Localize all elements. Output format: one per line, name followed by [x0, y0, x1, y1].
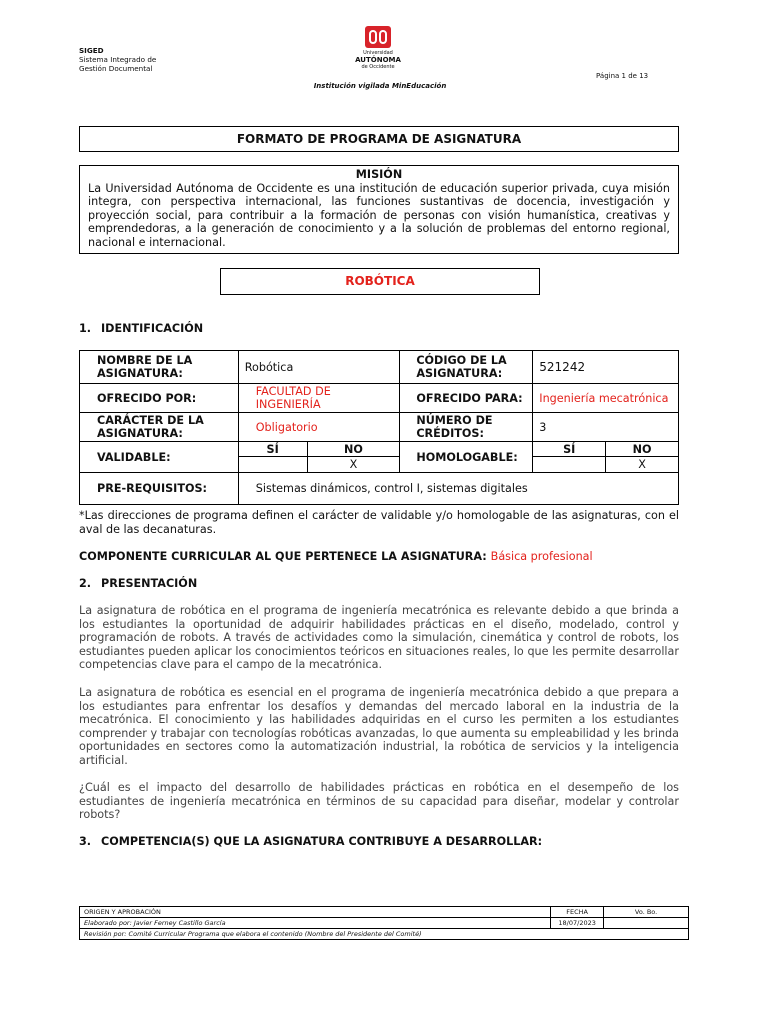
validable-label: VALIDABLE:	[80, 442, 239, 473]
componente-value: Básica profesional	[490, 550, 593, 563]
logo-text	[352, 50, 404, 70]
homologable-no-header: NO	[606, 442, 679, 457]
prereq-label: PRE-REQUISITOS:	[80, 473, 239, 505]
vobo-label: Vo. Bo.	[604, 907, 689, 918]
ofrecido-para-value: Ingeniería mecatrónica	[533, 384, 679, 413]
table-row	[80, 442, 679, 457]
revision-por: Revisión por: Comité Curricular Programa que elabora el contenido (Nombre del Presidente del Comité)	[80, 929, 689, 940]
section-2-heading	[79, 577, 197, 590]
mision-text: La Universidad Autónoma de Occidente es una institución de educación superior privada, cuya misión integra, con perspectiva internacional, las funciones sustantivas de docencia, investigación y proyección social, para contribuir a la formación de personas con visión humanística, creativas y emprendedoras, a la generación de conocimiento y a la solución de problemas del entorno regional, nacional e internacional.	[88, 181, 670, 249]
logo-small-top: Universidad	[363, 50, 393, 56]
vigilada-text: Institución vigilada MinEducación	[313, 82, 447, 90]
university-logo	[352, 26, 404, 76]
org-line1: Sistema Integrado de	[79, 55, 157, 64]
logo-big: AUTÓNOMA	[355, 56, 401, 64]
org-line2: Gestión Documental	[79, 64, 153, 73]
homologable-si-header: SÍ	[533, 442, 606, 457]
section-1-heading	[79, 322, 203, 335]
section-2-title: PRESENTACIÓN	[101, 577, 198, 590]
componente-label: COMPONENTE CURRICULAR AL QUE PERTENECE LA ASIGNATURA	[79, 550, 483, 563]
course-name: ROBÓTICA	[220, 268, 540, 295]
validable-no-cell: X	[307, 457, 400, 473]
identification-table	[79, 350, 679, 505]
org-short: SIGED	[79, 46, 104, 55]
section-3-number: 3.	[79, 835, 92, 848]
creditos-value: 3	[533, 413, 679, 442]
validable-si-cell	[238, 457, 307, 473]
document-title: FORMATO DE PROGRAMA DE ASIGNATURA	[79, 126, 679, 152]
homologable-no-cell: X	[606, 457, 679, 473]
section-2-number: 2.	[79, 577, 92, 590]
mision-box	[79, 165, 679, 254]
homologable-si-cell	[533, 457, 606, 473]
fecha-label: FECHA	[551, 907, 604, 918]
validable-si-header: SÍ	[238, 442, 307, 457]
vobo-value	[604, 918, 689, 929]
section-1-title: IDENTIFICACIÓN	[101, 322, 204, 335]
table-row	[80, 473, 679, 505]
ofrecido-para-label: OFRECIDO PARA:	[400, 384, 533, 413]
validable-note: *Las direcciones de programa definen el carácter de validable y/o homologable de las asignaturas, con el aval de las decanaturas.	[79, 509, 679, 536]
validable-no-header: NO	[307, 442, 400, 457]
logo-small-bottom: de Occidente	[361, 64, 395, 70]
codigo-label: CÓDIGO DE LA ASIGNATURA:	[400, 351, 533, 384]
homologable-label: HOMOLOGABLE:	[400, 442, 533, 473]
presentacion-question: ¿Cuál es el impacto del desarrollo de habilidades prácticas en robótica en el desempeño de los estudiantes de ingeniería mecatrónica en términos de su capacidad para diseñar, modelar y controlar robots?	[79, 781, 679, 821]
section-3-title: COMPETENCIA(S) QUE LA ASIGNATURA CONTRIBUYE A DESARROLLAR:	[101, 835, 543, 848]
section-1-number: 1.	[79, 322, 92, 335]
caracter-value: Obligatorio	[238, 413, 400, 442]
mision-title: MISIÓN	[355, 168, 403, 181]
elaborado-por: Elaborado por: Javier Ferney Castillo García	[80, 918, 551, 929]
nombre-label: NOMBRE DE LA ASIGNATURA:	[80, 351, 239, 384]
table-row	[80, 413, 679, 442]
fecha-value: 18/07/2023	[551, 918, 604, 929]
componente-curricular: COMPONENTE CURRICULAR AL QUE PERTENECE LA ASIGNATURA: Básica profesional	[79, 550, 593, 563]
table-row	[80, 384, 679, 413]
table-row	[80, 929, 689, 940]
presentacion-paragraph-1: La asignatura de robótica en el programa de ingeniería mecatrónica es relevante debido a que brinda a los estudiantes la oportunidad de adquirir habilidades prácticas en el diseño, modelado, control y programación de robots. A través de actividades como la simulación, cinemática y control de robots, los estudiantes pueden aplicar los conocimientos teóricos en situaciones reales, lo que les permite desarrollar competencias clave para el campo de la mecatrónica.	[79, 604, 679, 671]
nombre-value: Robótica	[238, 351, 400, 384]
ofrecido-por-value: FACULTAD DE INGENIERÍA	[238, 384, 400, 413]
ofrecido-por-label: OFRECIDO POR:	[80, 384, 239, 413]
caracter-label: CARÁCTER DE LA ASIGNATURA:	[80, 413, 239, 442]
logo-mark-icon	[365, 26, 391, 48]
approval-table	[79, 906, 689, 940]
page-number: Página 1 de 13	[596, 72, 649, 80]
table-row	[80, 907, 689, 918]
creditos-label: NÚMERO DE CRÉDITOS:	[400, 413, 533, 442]
section-3-heading	[79, 835, 542, 848]
table-row	[80, 351, 679, 384]
codigo-value: 521242	[533, 351, 679, 384]
origen-label: ORIGEN Y APROBACIÓN	[80, 907, 551, 918]
prereq-value: Sistemas dinámicos, control I, sistemas digitales	[238, 473, 678, 505]
presentacion-paragraph-2: La asignatura de robótica es esencial en el programa de ingeniería mecatrónica debido a que prepara a los estudiantes para enfrentar los desafíos y demandas del mercado laboral en la industria de la mecatrónica. El conocimiento y las habilidades adquiridas en el curso les permiten a los estudiantes comprender y trabajar con tecnologías robóticas avanzadas, lo que aumenta su empleabilidad y les brinda oportunidades en sectores como la automatización industrial, la robótica de servicios y la inteligencia artificial.	[79, 686, 679, 767]
table-row	[80, 918, 689, 929]
header-org	[79, 46, 156, 73]
